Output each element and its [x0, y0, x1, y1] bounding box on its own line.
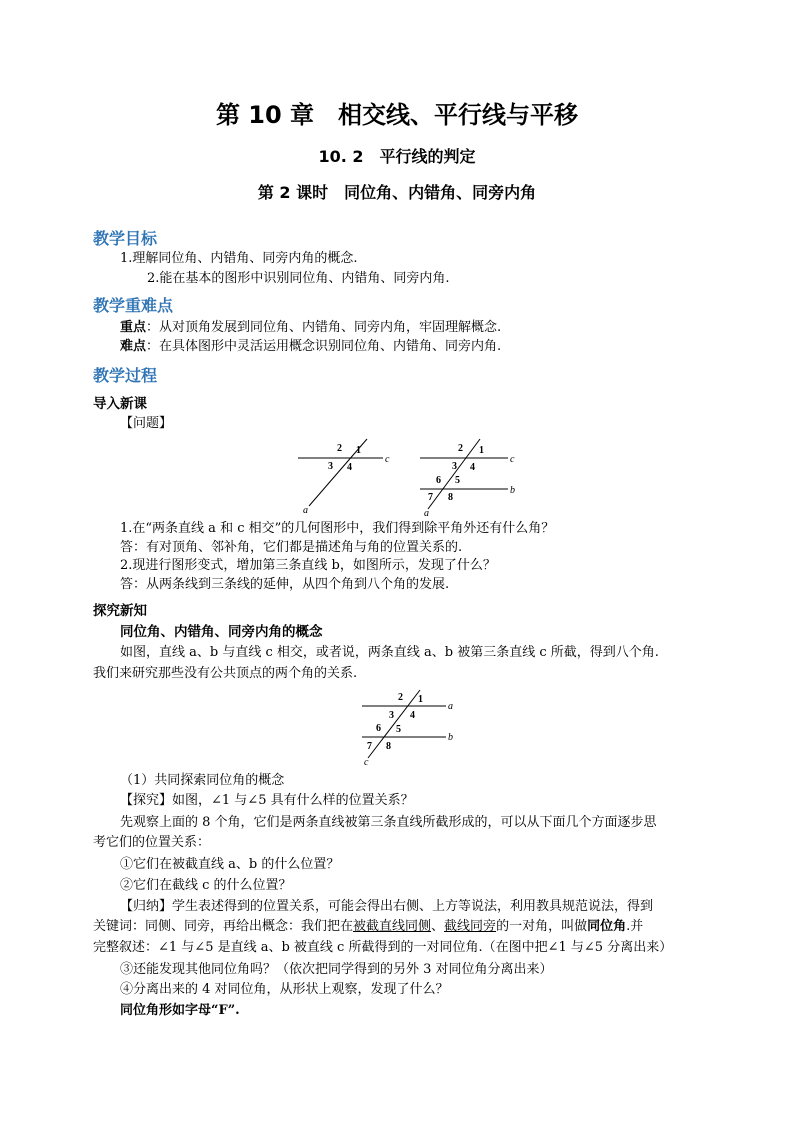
summary-text: .并: [626, 919, 644, 934]
question-2: 2.现进行图形变式，增加第三条直线 b，如图所示，发现了什么？: [120, 558, 496, 573]
line-a: [428, 439, 480, 509]
line-label-a: a: [303, 505, 308, 515]
concept-heading: 同位角、内错角、同旁内角的概念: [120, 624, 323, 640]
line-label-c: c: [510, 454, 515, 465]
difficult-point: [120, 338, 501, 355]
angle-label-4: 4: [470, 462, 475, 473]
angle-label-8: 8: [386, 741, 391, 752]
key-text: ：从对顶角发展到同位角、内错角、同旁内角，牢固理解概念.: [146, 320, 502, 335]
figure-two-lines: [295, 437, 395, 515]
consider-1: ①它们在被截直线 a、b 的什么位置？: [120, 857, 340, 872]
figure-three-lines: [418, 437, 522, 517]
angle-label-7: 7: [428, 492, 433, 503]
line-label-c: c: [385, 454, 390, 465]
line-label-a: a: [448, 701, 453, 712]
chapter-title: 第 10 章 相交线、平行线与平移: [215, 101, 579, 129]
question-1: 1.在“两条直线 a 和 c 相交”的几何图形中，我们得到除平角外还有什么角？: [120, 521, 555, 536]
goals-heading: 教学目标: [93, 229, 158, 248]
term-corresponding-angle: 同位角: [587, 919, 627, 934]
angle-label-4: 4: [410, 710, 415, 721]
angle-label-5: 5: [455, 475, 460, 486]
underlined-term-1: 被截直线同侧: [353, 919, 432, 934]
angle-label-2: 2: [458, 443, 463, 454]
answer-2: 答：从两条线到三条线的延伸，从四个角到八个角的发展.: [120, 577, 450, 592]
difficult-label: 难点: [120, 339, 147, 354]
angle-label-3: 3: [452, 461, 457, 472]
angle-label-8: 8: [448, 492, 453, 503]
answer-1: 答：有对顶角、邻补角，它们都是描述角与角的位置关系的.: [120, 540, 463, 555]
angle-label-1: 1: [418, 694, 423, 705]
angle-label-3: 3: [328, 461, 333, 472]
summary-line-2: [93, 918, 643, 935]
summary-text: 、: [431, 919, 445, 934]
para-1-line-1: 如图，直线 a、b 与直线 c 相交，或者说，两条直线 a、b 被第三条直线 c 所截，得到八个角.: [120, 645, 659, 660]
underlined-term-2: 截线同旁: [444, 919, 497, 934]
angle-label-4: 4: [347, 462, 352, 473]
angle-label-2: 2: [337, 443, 342, 454]
goal-item-2: 2.能在基本的图形中识别同位角、内错角、同旁内角.: [147, 271, 450, 286]
probe-question: 【探究】如图，∠1 与∠5 具有什么样的位置关系？: [120, 793, 414, 808]
para-1-line-2: 我们来研究那些没有公共顶点的两个角的关系.: [93, 666, 358, 681]
angle-label-6: 6: [376, 723, 381, 734]
conclusion: 同位角形如字母“F”.: [120, 1003, 240, 1018]
consider-3: ③还能发现其他同位角吗？（依次把同学得到的另外 3 对同位角分离出来）: [120, 962, 553, 977]
keypoints-heading: 教学重难点: [93, 296, 174, 315]
angle-label-6: 6: [436, 475, 441, 486]
lesson-title: 第 2 课时 同位角、内错角、同旁内角: [257, 183, 537, 202]
line-label-b: b: [510, 485, 515, 496]
angle-label-5: 5: [396, 724, 401, 735]
line-label-b: b: [448, 732, 453, 743]
key-point: [120, 319, 501, 336]
line-label-c: c: [364, 757, 369, 768]
angle-label-1: 1: [356, 445, 361, 456]
para-2-line-2: 考它们的位置关系：: [93, 835, 211, 850]
section-title: 10. 2 平行线的判定: [318, 147, 476, 166]
angle-label-2: 2: [398, 692, 403, 703]
key-label: 重点: [120, 320, 147, 335]
goal-item-1: 1.理解同位角、内错角、同旁内角的概念.: [120, 251, 358, 266]
summary-text: 的一对角，叫做: [496, 919, 588, 934]
process-heading: 教学过程: [93, 366, 158, 385]
question-tag: 【问题】: [120, 416, 173, 431]
figure-parallel-transversal: [358, 688, 458, 768]
para-2-line-1: 先观察上面的 8 个角，它们是两条直线被第三条直线所截形成的，可以从下面几个方面逐步思: [120, 815, 657, 830]
consider-2: ②它们在截线 c 的什么位置？: [120, 878, 292, 893]
consider-4: ④分离出来的 4 对同位角，从形状上观察，发现了什么？: [120, 982, 449, 997]
intro-heading: 导入新课: [93, 396, 147, 412]
angle-label-1: 1: [479, 445, 484, 456]
step-1: （1）共同探索同位角的概念: [120, 773, 285, 788]
angle-label-7: 7: [367, 741, 372, 752]
summary-text: 关键词：同侧、同旁，再给出概念：我们把在: [93, 919, 354, 934]
difficult-text: ：在具体图形中灵活运用概念识别同位角、内错角、同旁内角.: [146, 339, 502, 354]
explore-heading: 探究新知: [93, 603, 147, 619]
summary-line-1: 【归纳】学生表述得到的位置关系，可能会得出右侧、上方等说法，利用教具规范说法，得到: [120, 899, 654, 914]
summary-line-3: 完整叙述：∠1 与∠5 是直线 a、b 被直线 c 所截得到的一对同位角.（在图中把∠1 与∠5 分离出来）: [93, 940, 673, 955]
line-label-a: a: [424, 508, 429, 517]
angle-label-3: 3: [389, 710, 394, 721]
